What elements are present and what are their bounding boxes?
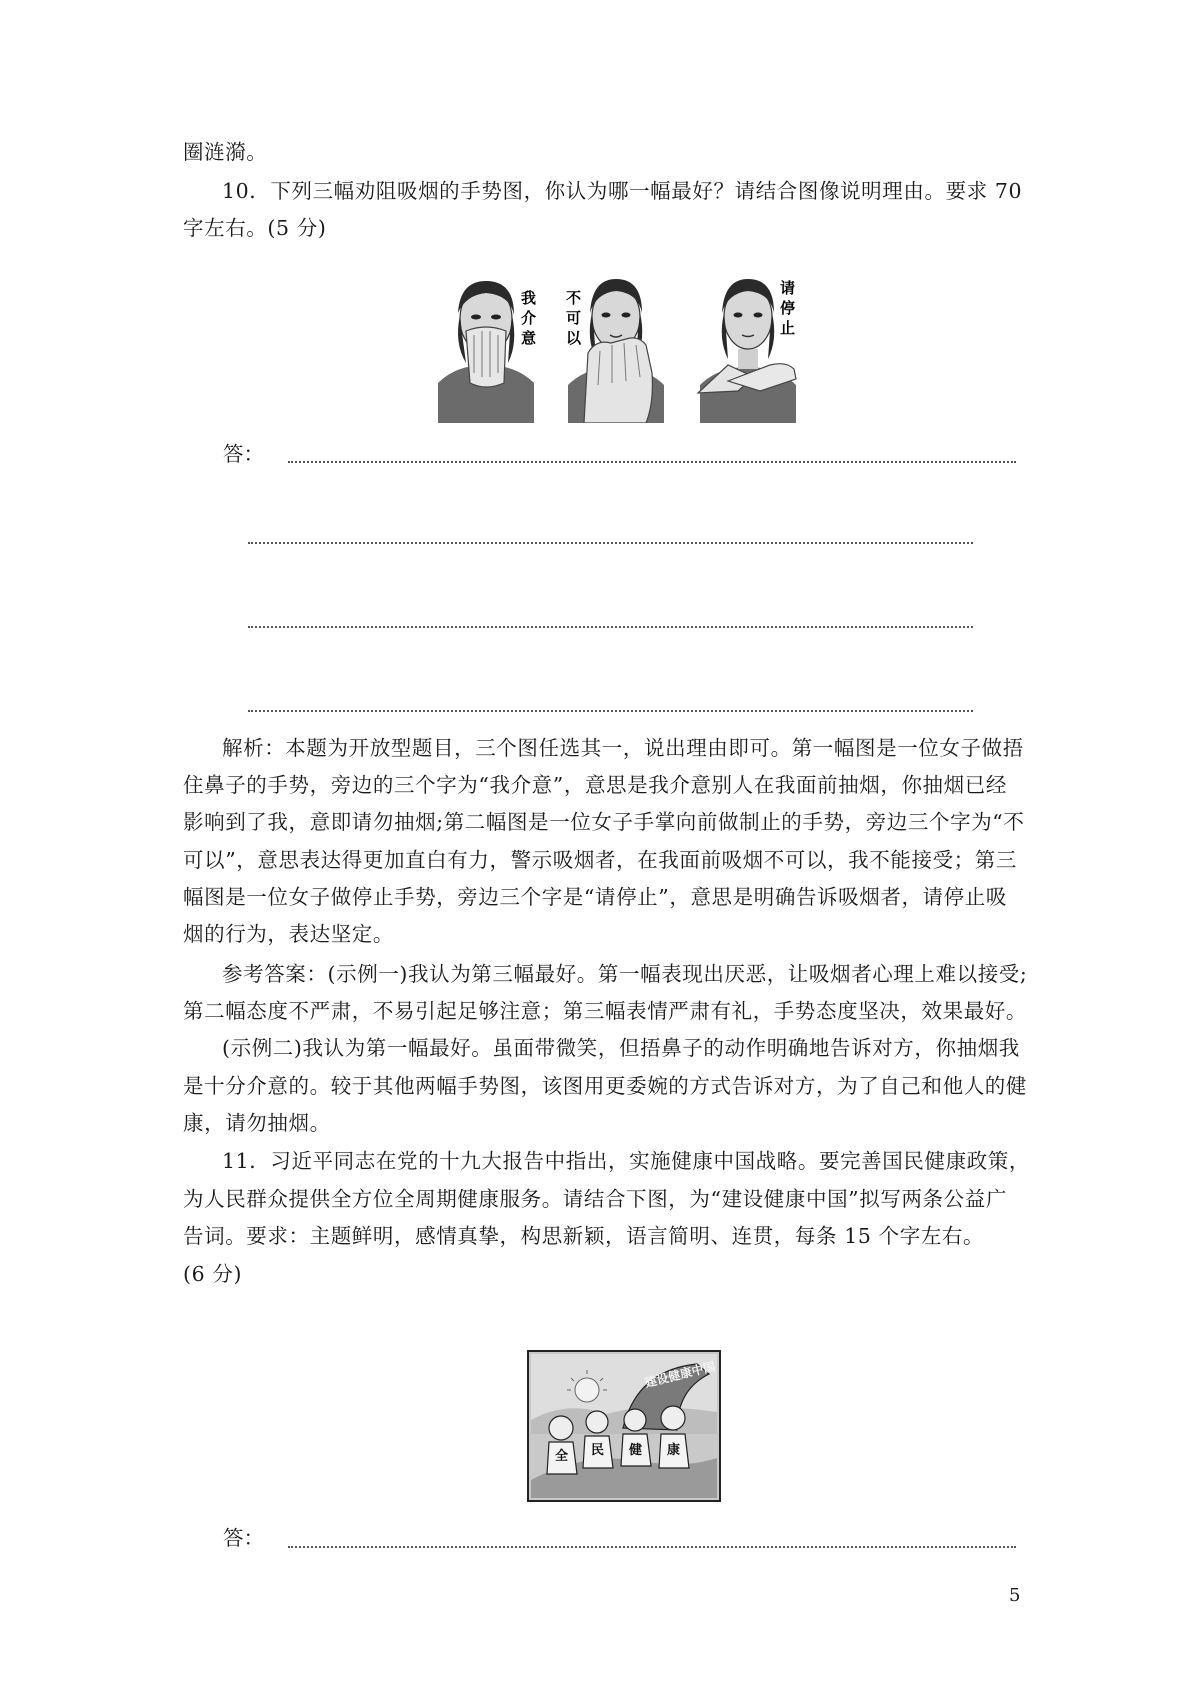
question-11-line-1: 11．习近平同志在党的十九大报告中指出，实施健康中国战略。要完善国民健康政策， bbox=[222, 1149, 1030, 1173]
cartoon-char-3: 健 bbox=[629, 1443, 643, 1458]
previous-answer-tail: 圈涟漪。 bbox=[183, 140, 268, 164]
analysis-line-1: 解析：本题为开放型题目，三个图任选其一，说出理由即可。第一幅图是一位女子做捂 bbox=[222, 736, 1024, 760]
caption-figure-3-char-1: 请 bbox=[780, 279, 796, 297]
cartoon-char-1: 全 bbox=[555, 1449, 569, 1464]
analysis-line-2: 住鼻子的手势，旁边的三个字为“我介意”，意思是我介意别人在我面前抽烟，你抽烟已经 bbox=[183, 773, 1007, 797]
analysis-line-3: 影响到了我，意即请勿抽烟;第二幅图是一位女子手掌向前做制止的手势，旁边三个字为“不 bbox=[183, 810, 1025, 834]
reference-line-1: 参考答案：(示例一)我认为第三幅最好。第一幅表现出厌恶，让吸烟者心理上难以接受; bbox=[222, 962, 1028, 986]
caption-figure-1-char-3: 意 bbox=[521, 329, 537, 347]
question-11-answer-line-1[interactable] bbox=[288, 1546, 1016, 1548]
caption-figure-2-char-2: 可 bbox=[566, 309, 582, 327]
analysis-line-5: 幅图是一位女子做停止手势，旁边三个字是“请停止”，意思是明确告诉吸烟者，请停止吸 bbox=[183, 885, 1007, 909]
caption-figure-3-char-2: 停 bbox=[780, 299, 796, 317]
caption-figure-1-char-2: 介 bbox=[521, 309, 537, 327]
reference-line-3: (示例二)我认为第一幅最好。虽面带微笑，但捂鼻子的动作明确地告诉对方，你抽烟我 bbox=[222, 1036, 1020, 1060]
question-10-answer-line-1[interactable] bbox=[288, 461, 1016, 463]
woman-stop-palm-illustration bbox=[568, 279, 664, 423]
analysis-line-6: 烟的行为，表达坚定。 bbox=[183, 922, 394, 946]
caption-figure-2-char-3: 以 bbox=[566, 329, 582, 347]
reference-line-2: 第二幅态度不严肃，不易引起足够注意；第三幅表情严肃有礼，手势态度坚决，效果最好。 bbox=[183, 999, 1027, 1023]
question-11-line-3: 告词。要求：主题鲜明，感情真挚，构思新颖，语言简明、连贯，每条 15 个字左右。 bbox=[183, 1224, 985, 1248]
question-10-line-1: 10．下列三幅劝阻吸烟的手势图，你认为哪一幅最好？请结合图像说明理由。要求 70 bbox=[222, 179, 1023, 203]
question-11-line-2: 为人民群众提供全方位全周期健康服务。请结合下图，为“建设健康中国”拟写两条公益广 bbox=[183, 1187, 1007, 1211]
cartoon-char-2: 民 bbox=[591, 1443, 605, 1458]
question-10-answer-line-4[interactable] bbox=[248, 710, 973, 712]
question-10-answer-line-3[interactable] bbox=[248, 626, 973, 628]
cartoon-char-4: 康 bbox=[667, 1443, 681, 1458]
question-10-answer-label: 答： bbox=[223, 442, 264, 466]
page-number: 5 bbox=[1009, 1585, 1021, 1606]
caption-figure-3-char-3: 止 bbox=[780, 319, 796, 337]
banner-text: 建设健康中国 bbox=[643, 1359, 717, 1391]
question-11-answer-label: 答： bbox=[223, 1526, 264, 1550]
healthy-china-cartoon bbox=[527, 1350, 721, 1502]
question-11-line-4: (6 分) bbox=[183, 1262, 243, 1286]
question-10-answer-line-2[interactable] bbox=[248, 542, 973, 544]
caption-figure-1-char-1: 我 bbox=[521, 289, 537, 307]
gesture-figures bbox=[436, 273, 806, 423]
question-10-line-2: 字左右。(5 分) bbox=[183, 216, 327, 240]
reference-line-4: 是十分介意的。较于其他两幅手势图，该图用更委婉的方式告诉对方，为了自己和他人的健 bbox=[183, 1074, 1027, 1098]
analysis-line-4: 可以”，意思表达得更加直白有力，警示吸烟者，在我面前吸烟不可以，我不能接受；第三 bbox=[183, 848, 1017, 872]
reference-line-5: 康，请勿抽烟。 bbox=[183, 1111, 331, 1135]
caption-figure-2-char-1: 不 bbox=[566, 289, 582, 307]
